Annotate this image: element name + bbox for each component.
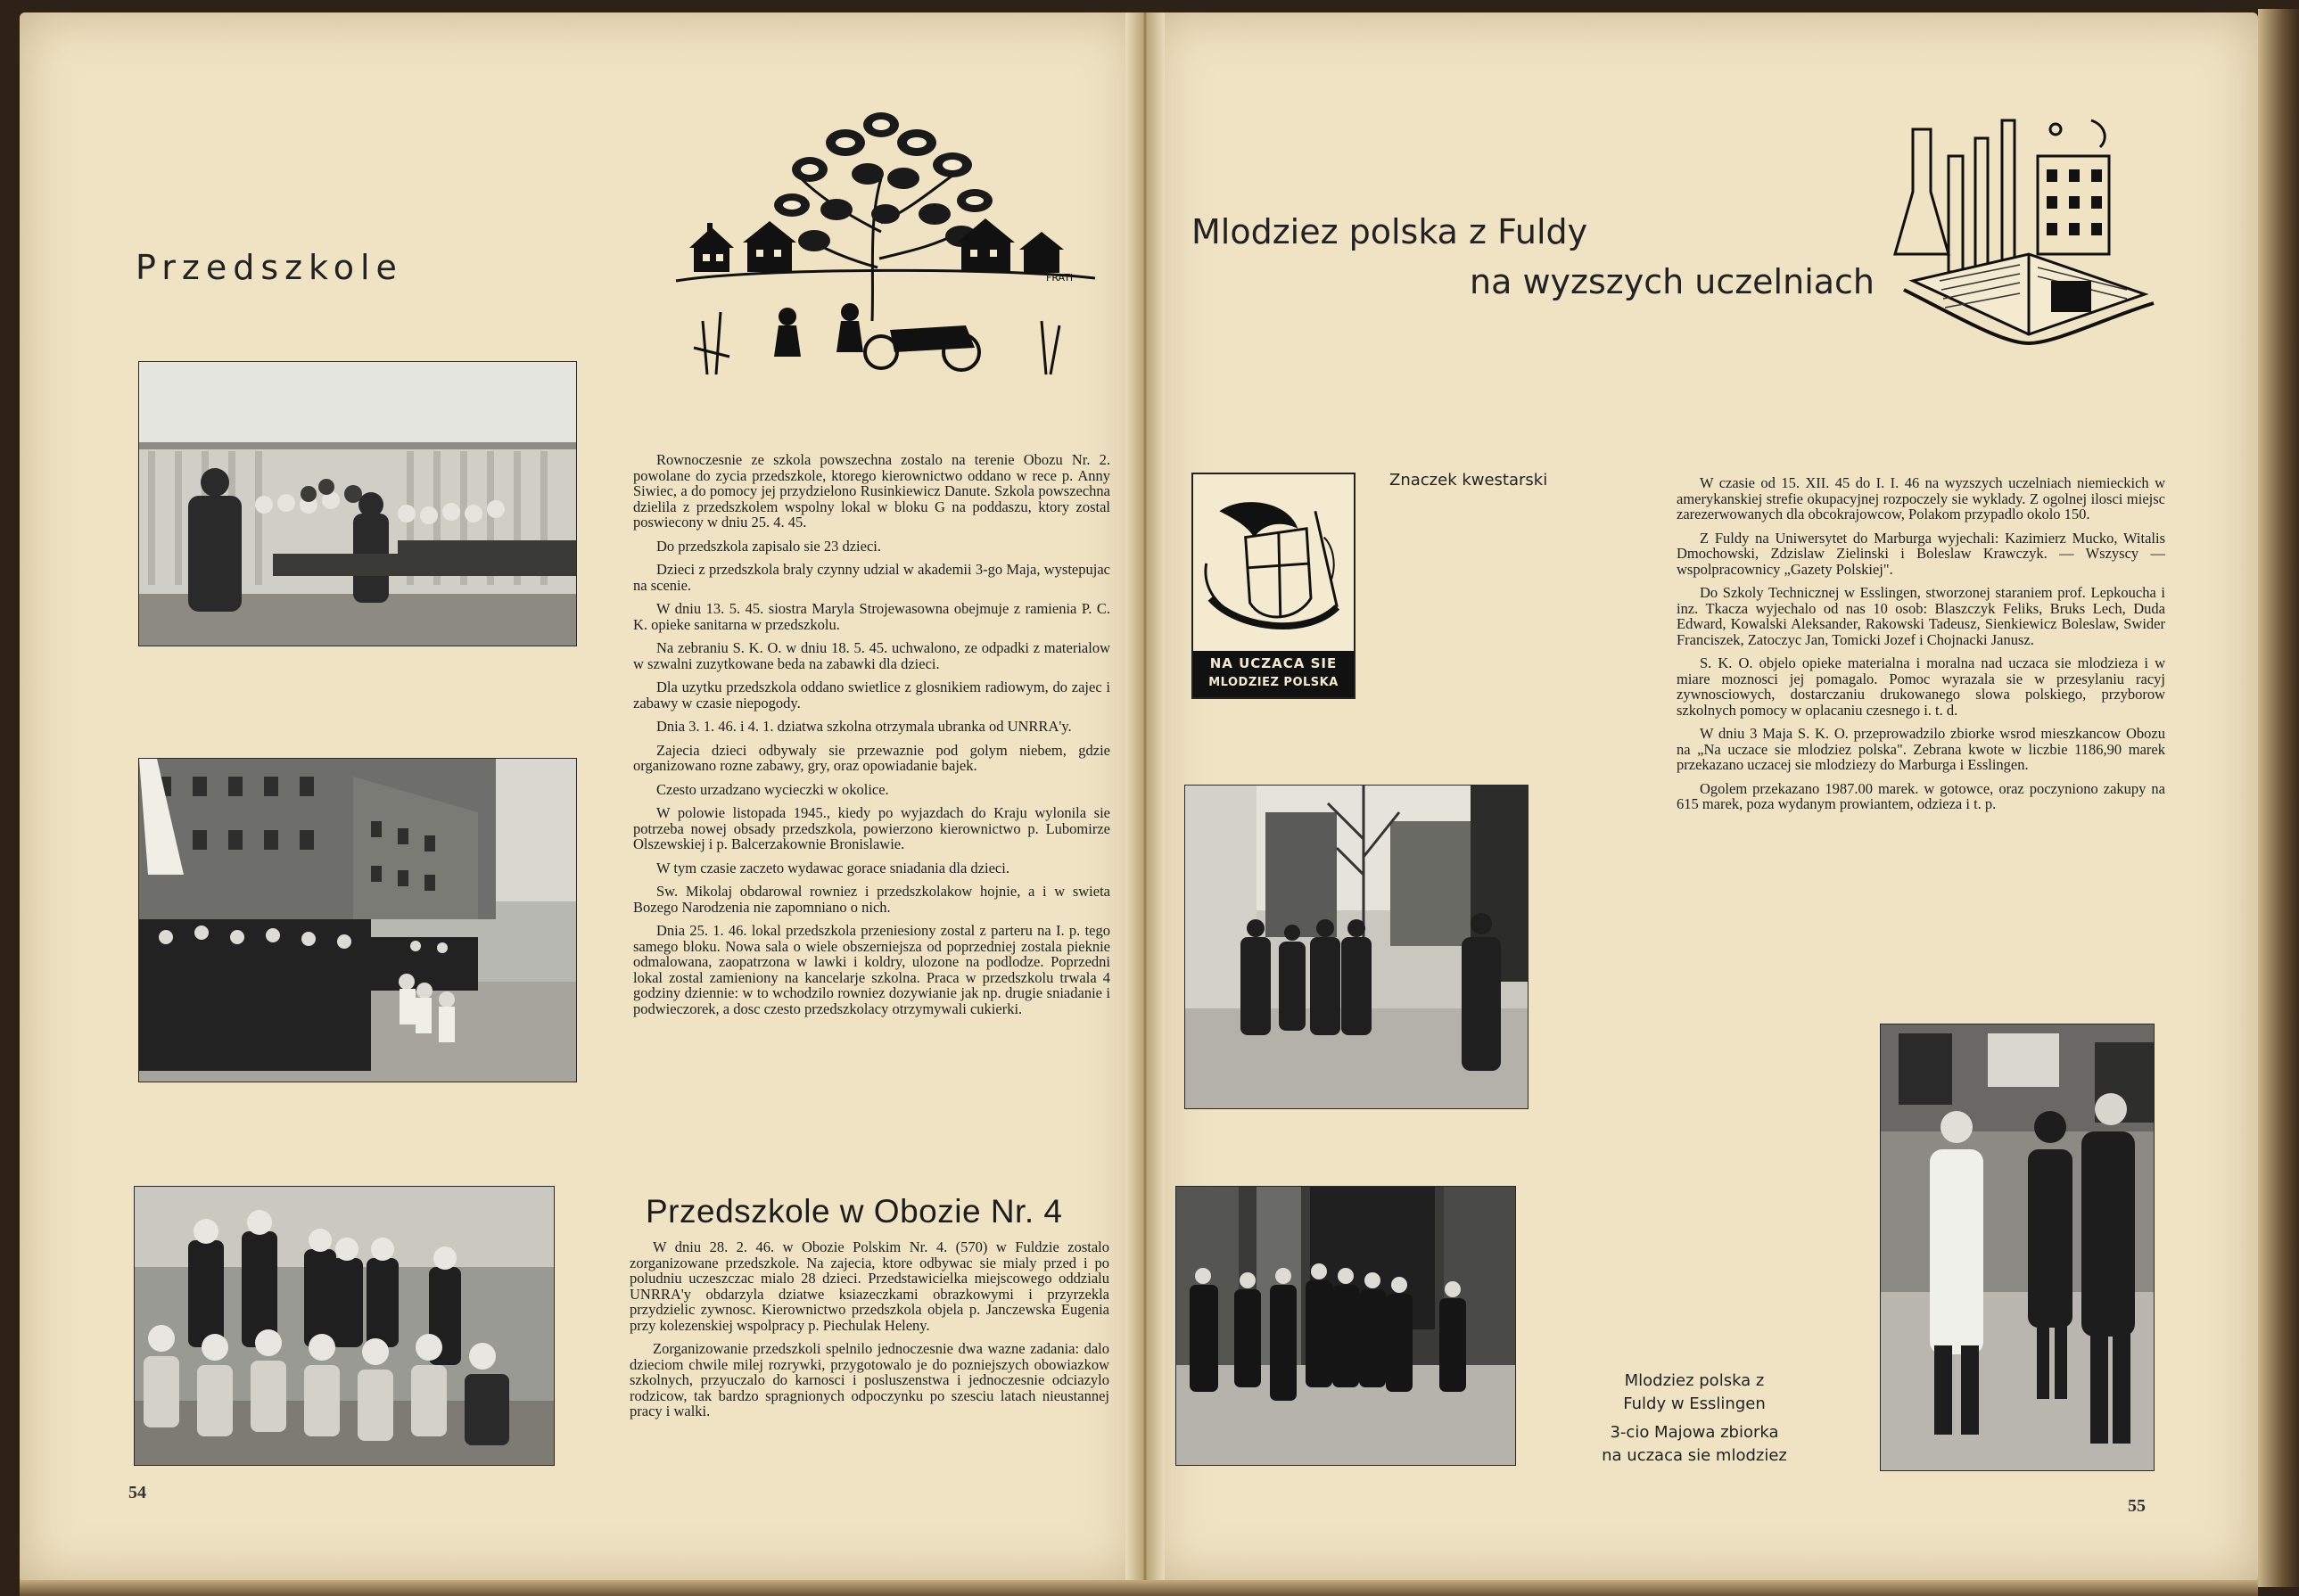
page-title-line1: Mlodziez polska z Fuldy (1191, 212, 1588, 251)
paragraph: Z Fuldy na Uniwersytet do Marburga wyjechali: Kazimierz Mucko, Witalis Dmochowski, Zdzislaw Zielinski i Boleslaw Krawczyk. — Wszyscy — wspolpracownicy „Gazety Polskiej". (1677, 529, 2165, 578)
caption-line: Mlodziez polska z (1624, 1371, 1765, 1390)
paragraph: W czasie od 15. XII. 45 do I. I. 46 na wyzszych uczelniach niemieckich w amerykanskiej strefie okupacyjnej rozpoczely sie wyklady. Z ogolnej ilosci miejsc zarezerwowanych dla obcokrajowcow, Polakom przypadlo okolo 150. (1677, 474, 2165, 522)
caption-line: Fuldy w Esslingen (1623, 1394, 1766, 1413)
photo-street-walk (1184, 785, 1529, 1109)
caption-line: na uczaca sie mlodziez (1602, 1446, 1787, 1465)
photo-entrance-group (1175, 1186, 1516, 1466)
photo-children-group (134, 1186, 555, 1466)
illustration-signature: FRATI (1046, 272, 1074, 284)
left-section2-column (630, 1239, 1109, 1427)
paragraph: Sw. Mikolaj obdarowal rowniez i przedszkolakow hojnie, a i w swieta Bozego Narodzenia nie zapomniano o nich. (633, 883, 1110, 916)
left-text-column (633, 452, 1110, 1024)
stamp-text-line1: NA UCZACA SIE (1209, 655, 1338, 671)
stamp-text-line2: MLODZIEZ POLSKA (1208, 676, 1339, 689)
tree-village-illustration-icon (667, 89, 1104, 401)
paragraph: Do przedszkola zapisalo sie 23 dzieci. (656, 537, 881, 555)
paragraph: Do Szkoly Technicznej w Esslingen, stworzonej staraniem prof. Lepkoucha i inz. Tkacza wyjechalo od nas 10 osob: Blaszczyk Feliks, Bruks Lech, Duda Edward, Kowalski Aleksander, Rakowski Tadeusz, Sienkiewicz Boleslaw, Swider Franciszek, Zatoczyc Jan, Tomicki Jozef i Chojnacki Janusz. (1677, 584, 2165, 648)
paragraph: W polowie listopada 1945., kiedy po wyjazdach do Kraju wylonila sie potrzeba nowej obsady przedszkola, powierzono kierownictwo p. Lubomirze Olszewskiej i p. Balcerzakownie Bronislawie. (633, 804, 1110, 852)
paragraph: Dnia 25. 1. 46. lokal przedszkola przeniesiony zostal z parteru na I. p. tego samego bloku. Nowa sala o wiele obszerniejsza od poprzedniej zostala pieknie odmalowana, zaopatrzona w lawki i koldry, ulozone na podlodze. Poprzedni lokal zostal zamieniony na kancelarje szkolna. Praca w przedszkolu trwala 4 godziny dziennie: w to wchodzilo rowniez dozywianie jak np. drugie sniadanie i podwieczorek, a dosc czesto przedszkolacy otrzymywali cukierki. (633, 922, 1110, 1017)
paragraph: W dniu 13. 5. 45. siostra Maryla Strojewasowna obejmuje z ramienia P. C. K. opieke sanitarna w przedszkolu. (633, 600, 1110, 633)
paragraph: W dniu 28. 2. 46. w Obozie Polskim Nr. 4. (570) w Fuldzie zostalo zorganizowane przedszkole. Na zajecia, ktore odbywac sie mialy przed i po poludniu uczeszczac mialo 28 dzieci. Przedstawicielka miejscowego oddzialu UNRRA'y obdarzyla dziatwe ksiazeczkami obrazkowymi i przyrzekla przydzielic zywnosc. Kierownictwo przedszkola objela p. Janczewska Eugenia przy kolezenskiej wspolpracy p. Piechulak Heleny. (630, 1238, 1109, 1334)
paragraph: Czesto urzadzano wycieczki w okolice. (656, 780, 889, 798)
chemistry-books-illustration-icon (1877, 103, 2163, 361)
bottom-edge (20, 1580, 2258, 1596)
paragraph: W dniu 3 Maja S. K. O. przeprowadzilo zbiorke wsrod mieszkancow Obozu na „Na uczace sie mlodziez polska". Zebrana kwote w liczbie 1186,90 marek przekazano uczacej sie mlodziezy do Marburga i Esslingen. (1677, 725, 2165, 773)
paragraph: Rownoczesnie ze szkola powszechna zostalo na terenie Obozu Nr. 2. powolane do zycia przedszkole, ktorego kierownictwo oddano w rece p. Anny Siwiec, a do pomocy jej przydzielono Rusinkiewicz Danute. Szkola powszechna dzielila z przedszkolem wspolny lokal w bloku G na poddaszu, ktory zostal poswiecony w dniu 25. 4. 45. (633, 451, 1110, 531)
page-title-line2: na wyzszych uczelniach (1470, 262, 1875, 301)
paragraph: Ogolem przekazano 1987.00 marek. w gotowce, oraz poczyniono zakupy na 615 marek, poza wydanym prowiantem, odzieza i t. p. (1677, 779, 2165, 812)
page-number-right: 55 (2128, 1496, 2146, 1516)
stamp-label: Znaczek kwestarski (1389, 471, 1548, 489)
paragraph: Na zebraniu S. K. O. w dniu 18. 5. 45. uchwalono, ze odpadki z materialow w szwalni zuzytkowane beda na zabawki dla dzieci. (633, 639, 1110, 672)
caption-esslingen (1587, 1370, 1801, 1416)
caption-collection (1587, 1421, 1801, 1468)
paragraph: Zajecia dzieci odbywaly sie przewaznie pod golym niebem, gdzie organizowano rozne zabawy, gry, oraz opowiadanie bajek. (633, 741, 1110, 774)
page-number-left: 54 (128, 1483, 146, 1502)
book-gutter (1125, 12, 1165, 1584)
caption-line: 3-cio Majowa zbiorka (1610, 1423, 1779, 1442)
right-text-column (1677, 475, 2165, 820)
page-edges (2258, 9, 2299, 1587)
photo-classroom (138, 361, 577, 646)
photo-building-procession (138, 758, 577, 1082)
paragraph: Dnia 3. 1. 46. i 4. 1. dziatwa szkolna otrzymala ubranka od UNRRA'y. (656, 718, 1072, 735)
paragraph: W tym czasie zaczeto wydawac gorace sniadania dla dzieci. (656, 859, 1009, 876)
paragraph: Dla uzytku przedszkola oddano swietlice z glosnikiem radiowym, do zajec i zabawy w czasie niepogody. (633, 679, 1110, 712)
photo-esslingen-students (1880, 1024, 2155, 1471)
paragraph: Zorganizowanie przedszkoli spelnilo jednoczesnie dwa wazne zadania: dalo dzieciom chwile milej rozrywki, przygotowalo je do pozniejszych obowiazkow szkolnych, przyuczalo do karnosci i posluszenstwa i jednoczesnie odciazylo rodzicow, tak bardzo spragnionych odpoczynku po szesciu latach nieustannej pracy i walki. (630, 1340, 1109, 1419)
fundraising-stamp (1191, 473, 1356, 699)
paragraph: S. K. O. objelo opieke materialna i moralna nad uczaca sie mlodzieza i w miare moznosci jej pomagalo. Pomoc wyrazala sie w przesylaniu racyj zywnosciowych, dostarczaniu drukowanego slowa polskiego, przyborow szkolnych pomocy w oplacaniu czesnego i. t. d. (1677, 654, 2165, 719)
page-title: Przedszkole (136, 248, 403, 287)
section-heading: Przedszkole w Obozie Nr. 4 (646, 1193, 1063, 1230)
paragraph: Dzieci z przedszkola braly czynny udzial w akademii 3-go Maja, wystepujac na scenie. (633, 561, 1110, 594)
eagle-shield-stamp-icon (1193, 474, 1350, 648)
